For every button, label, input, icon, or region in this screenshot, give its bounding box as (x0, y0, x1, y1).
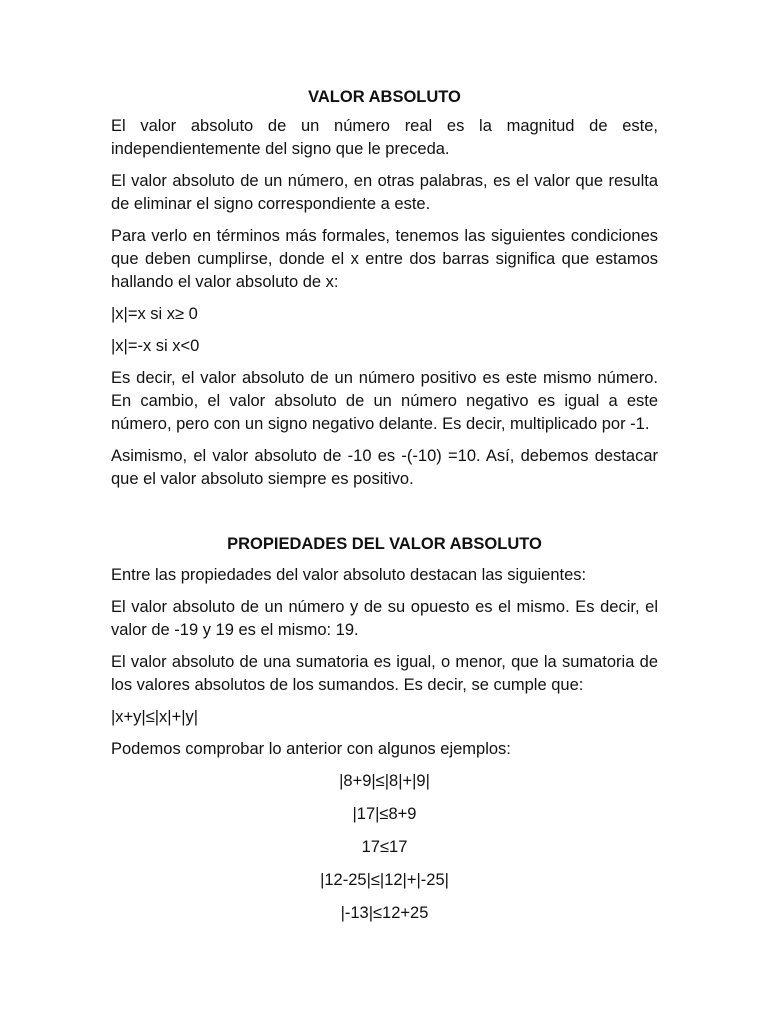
condition-negative: |x|=-x si x<0 (111, 337, 200, 355)
triangle-inequality: |x+y|≤|x|+|y| (111, 708, 199, 726)
example-line: |8+9|≤|8|+|9| (339, 772, 430, 790)
section-title-valor-absoluto: VALOR ABSOLUTO (308, 88, 461, 106)
paragraph-formal: Para verlo en términos más formales, tenemos las siguientes condiciones que deben cumplirse, donde el x entre dos barras significa que estamos hallando el valor absoluto de x: (111, 227, 658, 291)
example-line: |-13|≤12+25 (340, 904, 429, 922)
condition-positive: |x|=x si x≥ 0 (111, 305, 198, 323)
example-line: |17|≤8+9 (352, 805, 417, 823)
paragraph-propiedades-intro: Entre las propiedades del valor absoluto destacan las siguientes: (111, 566, 587, 584)
paragraph-ejemplos: Podemos comprobar lo anterior con algunos ejemplos: (111, 740, 511, 758)
document-page (111, 86, 658, 935)
section-title-propiedades: PROPIEDADES DEL VALOR ABSOLUTO (227, 535, 542, 553)
paragraph-asimismo: Asimismo, el valor absoluto de -10 es -(-10) =10. Así, debemos destacar que el valor absoluto siempre es positivo. (111, 447, 658, 488)
example-line: 17≤17 (361, 838, 408, 856)
paragraph-definition: El valor absoluto de un número real es la magnitud de este, independientemente del signo que le preceda. (111, 117, 658, 158)
paragraph-sumatoria: El valor absoluto de una sumatoria es igual, o menor, que la sumatoria de los valores absolutos de los sumandos. Es decir, se cumple que: (111, 653, 658, 694)
section-spacer (111, 500, 658, 533)
example-line: |12-25|≤|12|+|-25| (320, 871, 449, 889)
paragraph-es-decir: Es decir, el valor absoluto de un número positivo es este mismo número. En cambio, el valor absoluto de un número negativo es igual a este número, pero con un signo negativo delante. Es decir, multiplicado por -1. (111, 369, 658, 433)
paragraph-otras-palabras: El valor absoluto de un número, en otras palabras, es el valor que resulta de eliminar el signo correspondiente a este. (111, 172, 658, 213)
paragraph-opuesto: El valor absoluto de un número y de su opuesto es el mismo. Es decir, el valor de -19 y 19 es el mismo: 19. (111, 598, 658, 639)
